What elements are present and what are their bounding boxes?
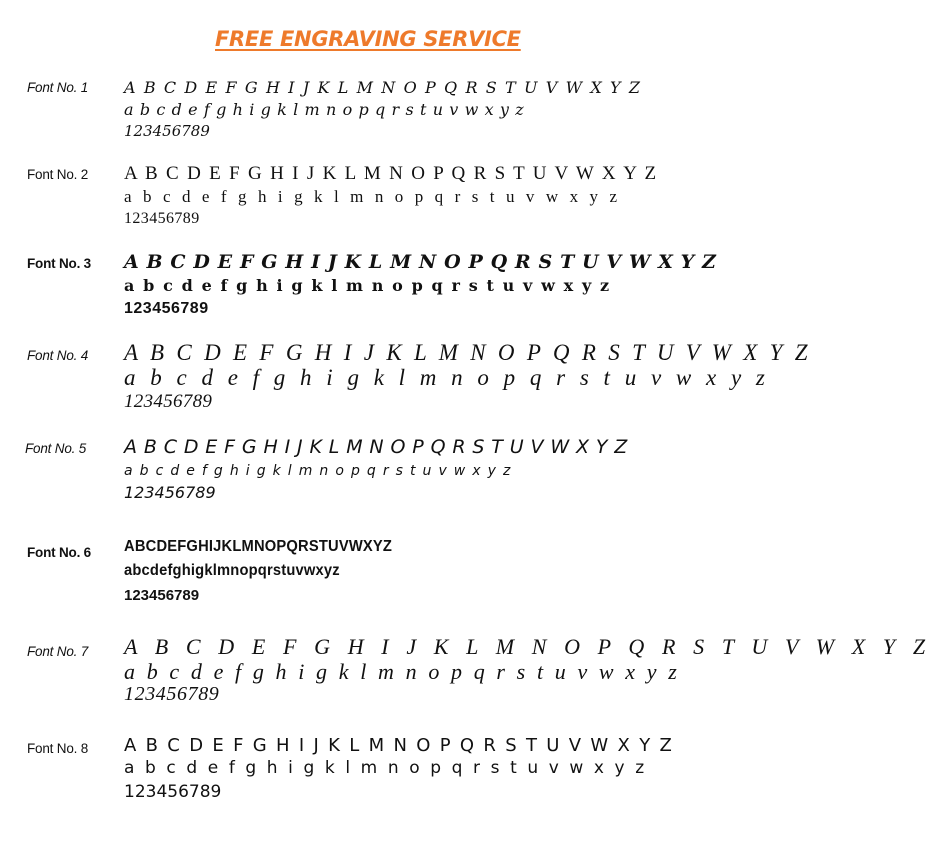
digits-sample: 123456789 <box>124 122 210 140</box>
lowercase-sample: a b c d e f g h i g k l m n o p q r s t u v w x y z <box>124 659 680 684</box>
font-label: Font No. 6 <box>27 545 91 560</box>
lowercase-sample: a b c d e f g h i g k l m n o p q r s t u v w x y z <box>124 758 647 778</box>
lowercase-sample: a b c d e f g h i g k l m n o p q r s t u v w x y z <box>124 187 621 206</box>
digits-sample: 123456789 <box>124 391 213 412</box>
digits-sample: 123456789 <box>124 210 200 227</box>
font-label: Font No. 3 <box>27 256 91 271</box>
digits-sample: 123456789 <box>124 300 209 317</box>
font-label: Font No. 1 <box>27 80 89 95</box>
digits-sample: 123456789 <box>124 782 222 802</box>
font-label: Font No. 7 <box>27 644 89 659</box>
uppercase-sample: A B C D E F G H I J K L M N O P Q R S T U V W X Y Z <box>124 634 931 659</box>
font-label: Font No. 2 <box>27 167 89 182</box>
digits-sample: 123456789 <box>124 587 200 604</box>
digits-sample: 123456789 <box>124 683 220 705</box>
lowercase-sample: a b c d e f g h i g k l m n o p q r s t u v w x y z <box>124 463 512 479</box>
uppercase-sample: A B C D E F G H I J K L M N O P Q R S T U V W X Y Z <box>124 340 811 365</box>
font-label: Font No. 4 <box>27 348 89 363</box>
lowercase-sample: a b c d e f g h i g k l m n o p q r s t u v w x y z <box>124 276 611 295</box>
font-label: Font No. 5 <box>25 441 87 456</box>
uppercase-sample: A B C D E F G H I J K L M N O P Q R S T U V W X Y Z <box>124 78 642 97</box>
lowercase-sample: a b c d e f g h i g k l m n o p q r s t u v w x y z <box>124 365 770 390</box>
uppercase-sample: A B C D E F G H I J K L M N O P Q R S T U V W X Y Z <box>124 735 674 756</box>
uppercase-sample: ABCDEFGHIJKLMNOPQRSTUVWXYZ <box>124 538 393 555</box>
uppercase-sample: A B C D E F G H I J K L M N O P Q R S T U V W X Y Z <box>124 163 658 184</box>
font-label: Font No. 8 <box>27 741 89 756</box>
page-title: FREE ENGRAVING SERVICE <box>215 27 521 51</box>
uppercase-sample: A B C D E F G H I J K L M N O P Q R S T U V W X Y Z <box>124 436 628 458</box>
uppercase-sample: A B C D E F G H I J K L M N O P Q R S T U V W X Y Z <box>124 251 717 273</box>
lowercase-sample: a b c d e f g h i g k l m n o p q r s t u v w x y z <box>124 100 525 119</box>
digits-sample: 123456789 <box>124 483 216 502</box>
lowercase-sample: abcdefghigklmnopqrstuvwxyz <box>124 562 340 579</box>
